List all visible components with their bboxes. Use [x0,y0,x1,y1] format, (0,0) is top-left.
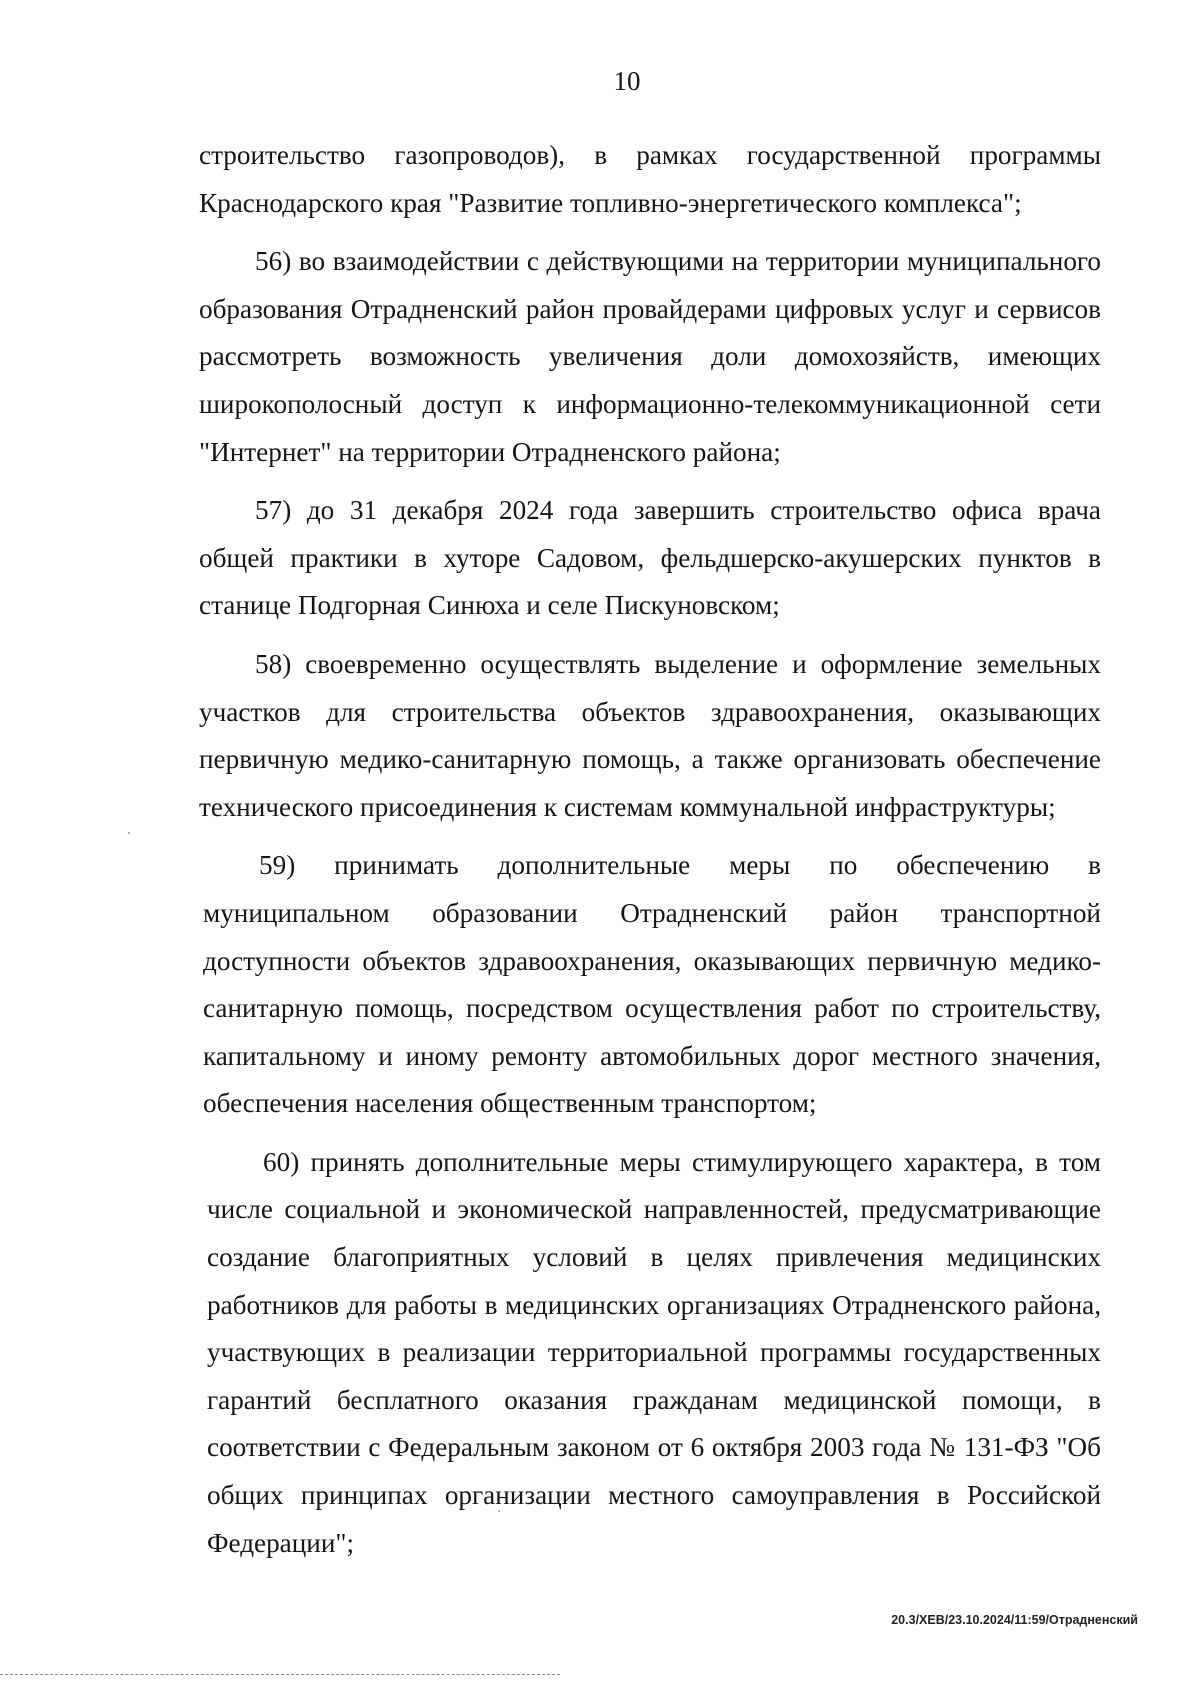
paragraph-item-60: 60) принять дополнительные меры стимулирующего характера, в том числе социальной и экономической направленностей, предусматривающие создание благоприятных условий в целях привлечения медицинских работников для работы в медицинских организациях Отрадненского района, участвующих в реализации территориальной программы государственных гарантий бесплатного оказания гражданам медицинской помощи, в соответствии с Федеральным законом от 6 октября 2003 года № 131-ФЗ "Об общих принципах организации местного самоуправления в Российской Федерации"; [207,1146,1101,1558]
paragraph-item-56: 56) во взаимодействии с действующими на территории муниципального образования Отрадненский район провайдерами цифровых услуг и сервисов рассмотреть возможность увеличения доли домохозяйств, имеющих широкополосный доступ к информационно-телекоммуникационной сети "Интернет" на территории Отрадненского района; [199,246,1101,467]
scan-speck [498,1510,500,1512]
scan-speck [128,832,130,834]
paragraph-item-59: 59) принимать дополнительные меры по обеспечению в муниципальном образовании Отрадненский район транспортной доступности объектов здравоохранения, оказывающих первичную медико-санитарную помощь, посредством осуществления работ по строительству, капитальному и иному ремонту автомобильных дорог местного значения, обеспечения населения общественным транспортом; [203,850,1101,1119]
document-stamp: 20.3/ХЕВ/23.10.2024/11:59/Отрадненский [891,1613,1138,1627]
scan-edge-line [0,1674,560,1675]
paragraph-item-57: 57) до 31 декабря 2024 года завершить строительство офиса врача общей практики в хуторе Садовом, фельдшерско-акушерских пунктов в станице Подгорная Синюха и селе Пискуновском; [199,495,1101,621]
document-body [199,132,1101,1567]
paragraph-item-58: 58) своевременно осуществлять выделение и оформление земельных участков для строительства объектов здравоохранения, оказывающих первичную медико-санитарную помощь, а также организовать обеспечение технического присоединения к системам коммунальной инфраструктуры; [199,648,1101,822]
paragraph-continuation: строительство газопроводов), в рамках государственной программы Краснодарского края "Развитие топливно-энергетического комплекса"; [199,140,1101,218]
page-number: 10 [613,66,641,96]
